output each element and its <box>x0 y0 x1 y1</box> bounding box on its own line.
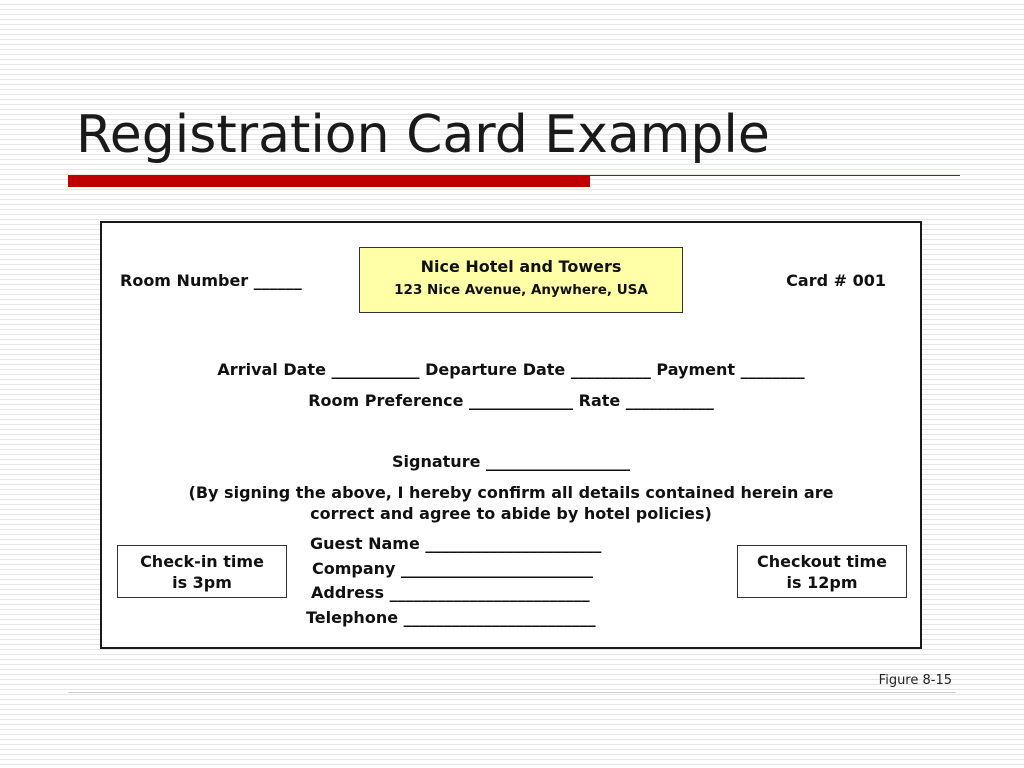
title-underline-bar <box>68 175 590 187</box>
checkout-time-box <box>737 545 907 598</box>
footer-rule <box>68 692 956 693</box>
disclaimer-line-2: correct and agree to abide by hotel policies) <box>310 504 712 523</box>
hotel-address: 123 Nice Avenue, Anywhere, USA <box>394 282 648 298</box>
signature-line: Signature __________________ <box>392 452 630 471</box>
checkin-line-1: Check-in time <box>140 552 264 571</box>
hotel-name: Nice Hotel and Towers <box>420 257 622 276</box>
disclaimer-line-1: (By signing the above, I hereby confirm all details contained herein are <box>188 483 834 502</box>
address-field: Address _________________________ <box>311 583 590 602</box>
guest-name-field: Guest Name ______________________ <box>310 534 602 553</box>
card-number: Card # 001 <box>786 271 886 290</box>
checkin-line-2: is 3pm <box>172 573 232 592</box>
checkin-time-box <box>117 545 287 598</box>
checkout-line-1: Checkout time <box>757 552 887 571</box>
registration-card <box>100 221 922 649</box>
figure-caption: Figure 8-15 <box>878 673 952 688</box>
title-underline-rule <box>590 175 960 176</box>
room-number-field: Room Number ______ <box>120 271 302 290</box>
checkout-line-2: is 12pm <box>786 573 858 592</box>
company-field: Company ________________________ <box>312 559 594 578</box>
dates-payment-line: Arrival Date ___________ Departure Date __________ Payment ________ <box>217 360 805 379</box>
telephone-field: Telephone ________________________ <box>306 608 596 627</box>
slide-title: Registration Card Example <box>76 105 770 165</box>
room-preference-line: Room Preference _____________ Rate ___________ <box>308 391 714 410</box>
hotel-header-box <box>359 247 683 313</box>
